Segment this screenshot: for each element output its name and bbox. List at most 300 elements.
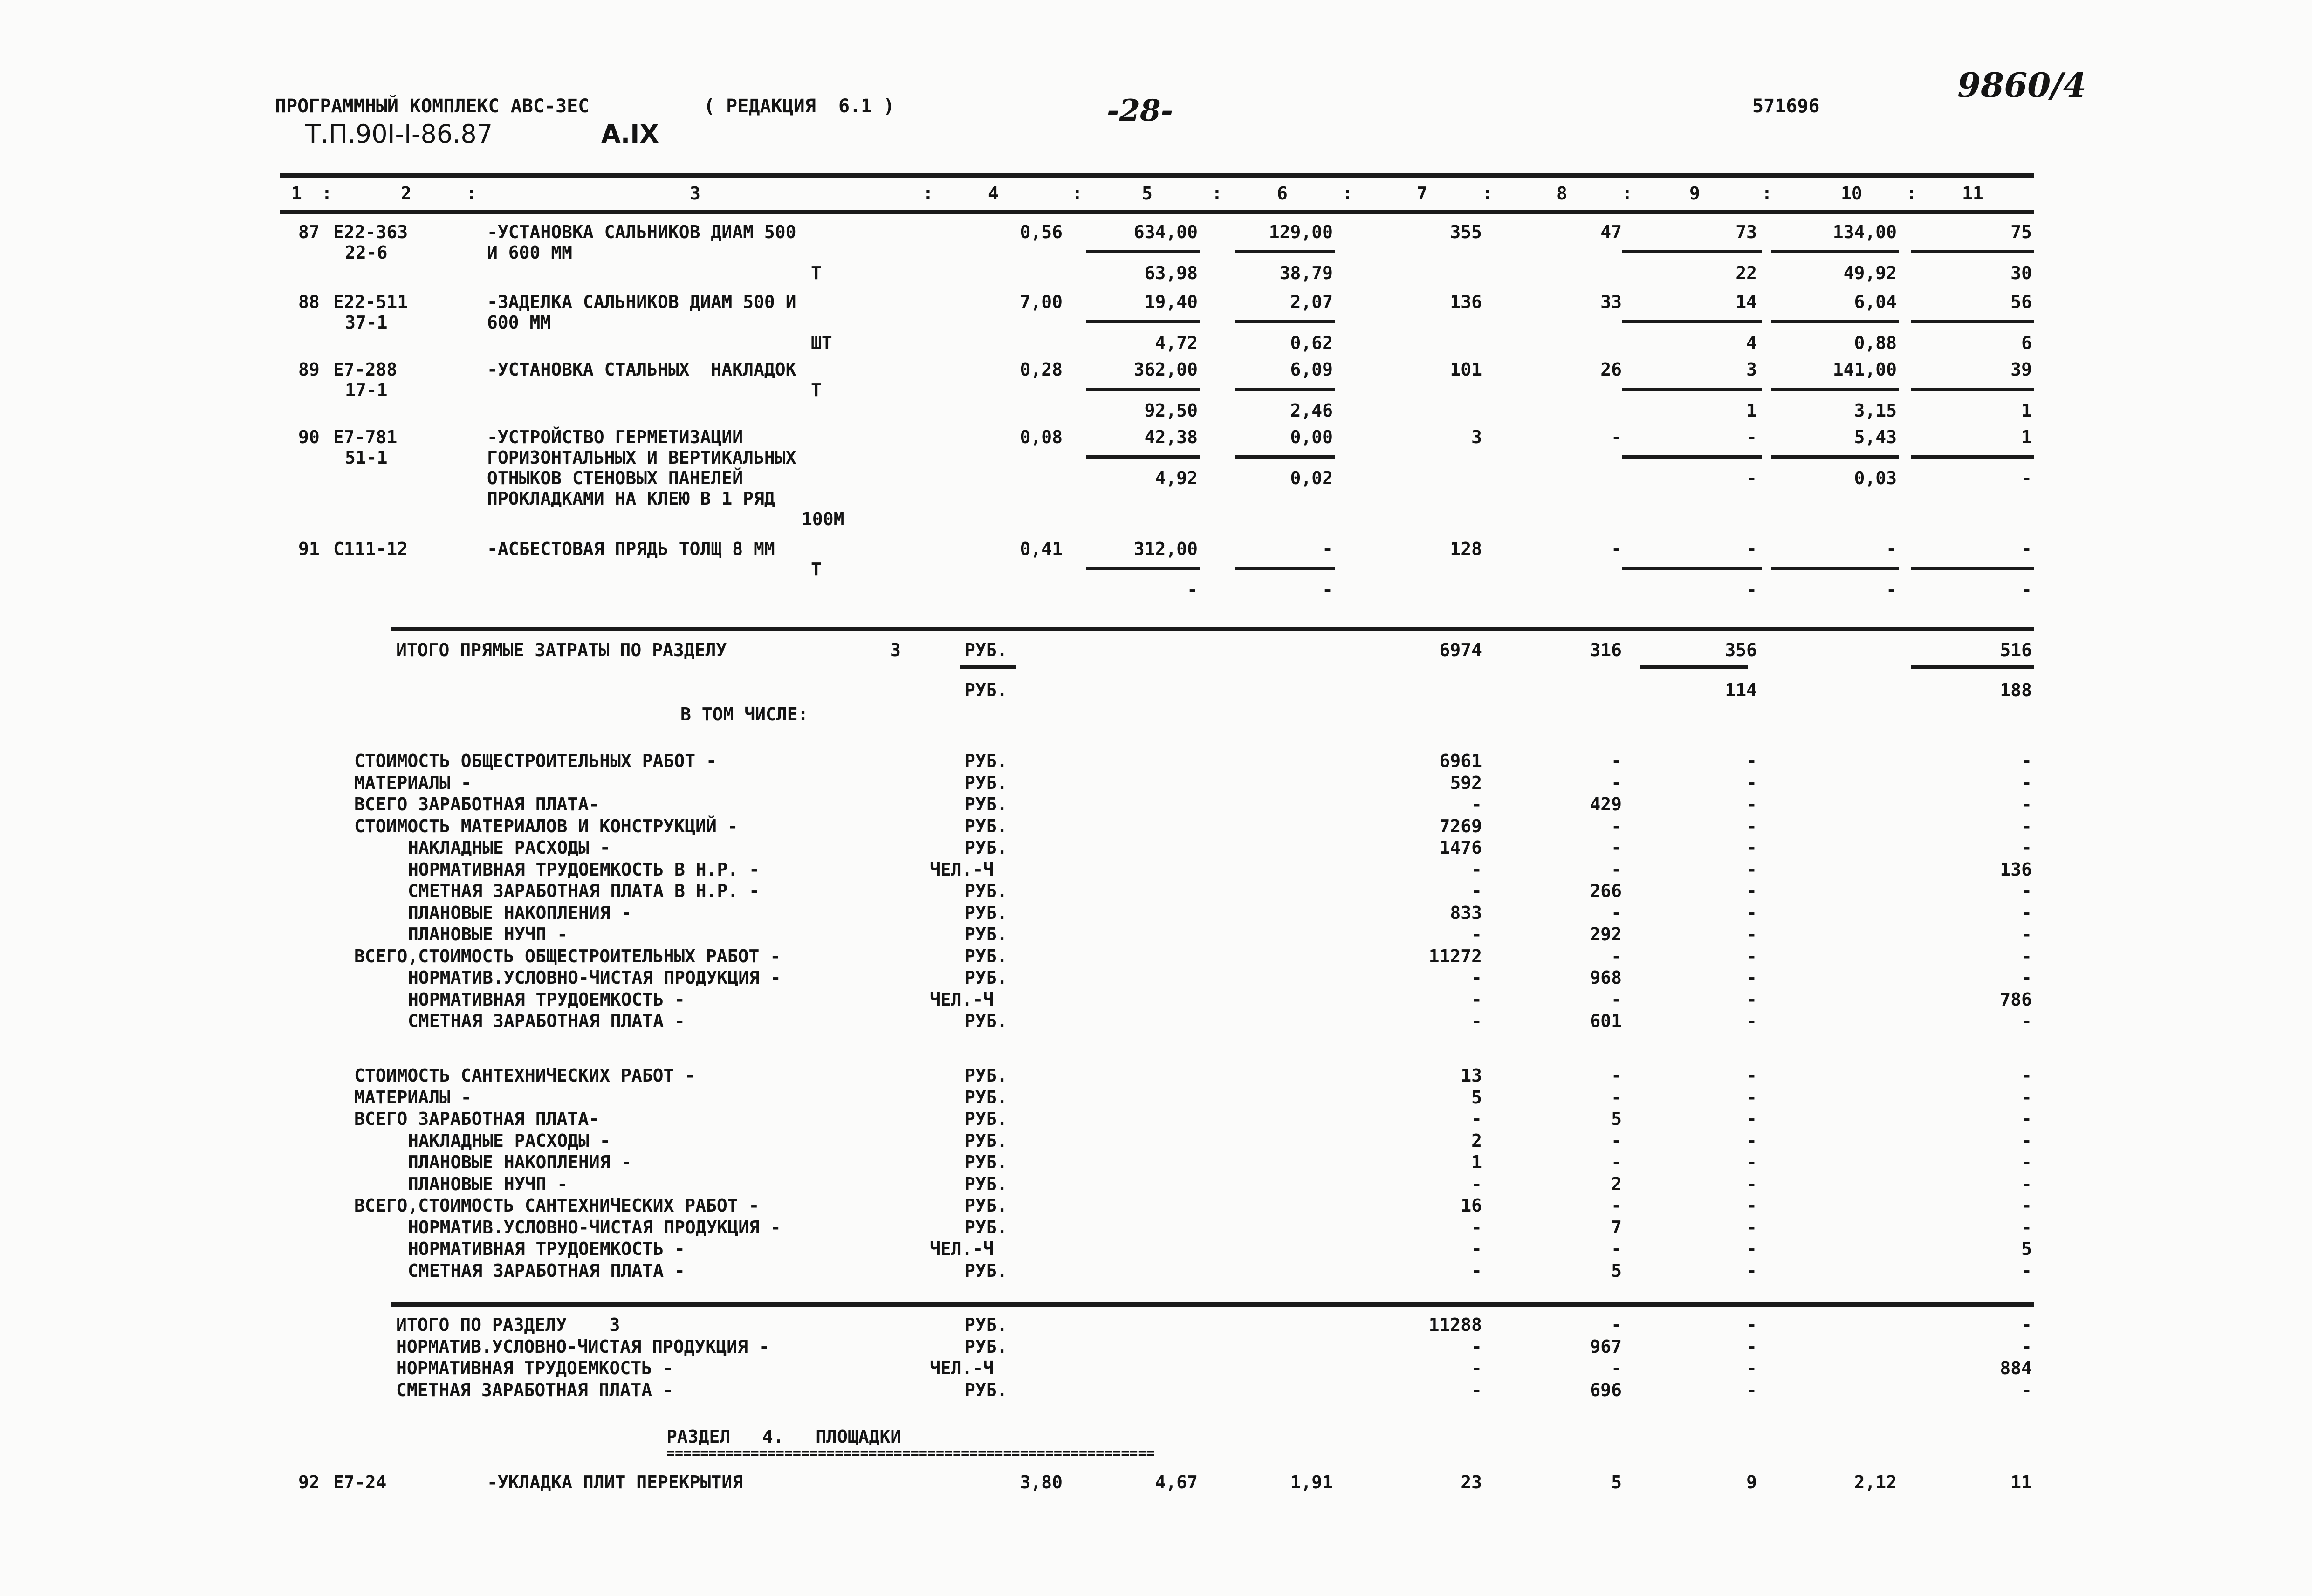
general-row-c11: -: [2021, 881, 2032, 901]
row-91-c8: -: [1611, 539, 1622, 559]
row-88-c7: 136: [1450, 292, 1482, 312]
general-row-c8: -: [1611, 989, 1622, 1010]
sanitary-row-c7: 13: [1461, 1065, 1482, 1086]
sanitary-row-c7: -: [1471, 1239, 1482, 1259]
row-87-c11b: 30: [2010, 263, 2032, 283]
row-90-desc-line: ПРОКЛАДКАМИ НА КЛЕЮ В 1 РЯД: [487, 488, 775, 509]
sanitary-row-c9: -: [1746, 1087, 1757, 1108]
row-87-rule-c10: [1771, 250, 1899, 253]
row-91-c11: -: [2021, 539, 2032, 559]
row-88-c9: 14: [1736, 292, 1757, 312]
section4-title: РАЗДЕЛ 4. ПЛОЩАДКИ: [666, 1426, 901, 1447]
general-row-c11: -: [2021, 773, 2032, 793]
general-row-label: ВСЕГО ЗАРАБОТНАЯ ПЛАТА-: [354, 794, 600, 815]
sanitary-row-label: ВСЕГО ЗАРАБОТНАЯ ПЛАТА-: [354, 1109, 600, 1129]
row-87-c6: 129,00: [1269, 222, 1333, 242]
row-88-unit: ШТ: [811, 333, 832, 353]
general-row-unit: РУБ.: [965, 837, 1008, 858]
sanitary-row-c9: -: [1746, 1065, 1757, 1086]
total-rule: [391, 627, 2034, 631]
sanitary-row-c8: 5: [1611, 1260, 1622, 1281]
row-91-rule-c6: [1235, 567, 1335, 570]
general-row-c8: -: [1611, 859, 1622, 880]
row-91-c10: -: [1886, 539, 1897, 559]
general-row-unit: РУБ.: [965, 794, 1008, 815]
row-87-rule-c5: [1086, 250, 1200, 253]
general-row-c11: -: [2021, 946, 2032, 966]
row-90-num: 90: [298, 427, 320, 447]
general-row-c9: -: [1746, 837, 1757, 858]
row-88-rule-c5: [1086, 320, 1200, 323]
general-row-c8: -: [1611, 751, 1622, 771]
row-90-rule-c6: [1235, 455, 1335, 459]
general-row-c8: 429: [1590, 794, 1622, 815]
section_total-row-c11: -: [2021, 1380, 2032, 1400]
row-88-code2: 37-1: [345, 312, 388, 333]
row-87-desc-line: И 600 ММ: [487, 242, 573, 263]
sanitary-row-c7: 16: [1461, 1195, 1482, 1216]
row-90-rule-c11: [1911, 455, 2034, 459]
row-90-desc-line: ОТНЫКОВ СТЕНОВЫХ ПАНЕЛЕЙ: [487, 468, 743, 488]
row-88-c8: 33: [1600, 292, 1622, 312]
row-90-code2: 51-1: [345, 447, 388, 468]
general-row-c7: 592: [1450, 773, 1482, 793]
sanitary-row-unit: РУБ.: [965, 1195, 1008, 1216]
sanitary-row-c7: 5: [1471, 1087, 1482, 1108]
general-row-unit: РУБ.: [965, 881, 1008, 901]
general-row-c9: -: [1746, 859, 1757, 880]
row-92-code: Е7-24: [333, 1472, 387, 1493]
row-88-c6: 2,07: [1290, 292, 1333, 312]
general-row-unit: РУБ.: [965, 903, 1008, 923]
general-row-c9: -: [1746, 946, 1757, 966]
general-row-c8: -: [1611, 837, 1622, 858]
col-header-5: 5: [1142, 183, 1153, 204]
col-header-8: 8: [1557, 183, 1567, 204]
row-90-unit: 100М: [802, 509, 844, 529]
row-89-c6b: 2,46: [1290, 400, 1333, 421]
sanitary-row-c8: 7: [1611, 1217, 1622, 1238]
row-90-c5: 42,38: [1144, 427, 1198, 447]
general-row-c11: -: [2021, 794, 2032, 815]
section_total-row-label: НОРМАТИВНАЯ ТРУДОЕМКОСТЬ -: [396, 1358, 673, 1378]
general-row-label: СМЕТНАЯ ЗАРАБОТНАЯ ПЛАТА В Н.Р. -: [408, 881, 760, 901]
row-91-rule-c9: [1622, 567, 1762, 570]
sanitary-row-c11: -: [2021, 1195, 2032, 1216]
row-92-desc: -УКЛАДКА ПЛИТ ПЕРЕКРЫТИЯ: [487, 1472, 743, 1493]
general-row-c8: -: [1611, 773, 1622, 793]
general-row-c8: 601: [1590, 1011, 1622, 1031]
row-89-code: Е7-288: [333, 359, 398, 380]
sanitary-row-c9: -: [1746, 1217, 1757, 1238]
row-88-rule-c9: [1622, 320, 1762, 323]
general-row-label: НОРМАТИВ.УСЛОВНО-ЧИСТАЯ ПРОДУКЦИЯ -: [408, 967, 781, 988]
total-direct-unit: РУБ.: [965, 640, 1008, 660]
row-90-c10: 5,43: [1854, 427, 1897, 447]
row-87-c4: 0,56: [1020, 222, 1063, 242]
sanitary-row-c9: -: [1746, 1152, 1757, 1172]
section_total-row-c7: -: [1471, 1380, 1482, 1400]
sanitary-row-c9: -: [1746, 1130, 1757, 1151]
row-87-c5b: 63,98: [1144, 263, 1198, 283]
general-row-c11: -: [2021, 837, 2032, 858]
row-89-c10b: 3,15: [1854, 400, 1897, 421]
general-row-c7: -: [1471, 967, 1482, 988]
row-92-c4: 3,80: [1020, 1472, 1063, 1493]
row-88-c5b: 4,72: [1155, 333, 1198, 353]
row-91-code: С111-12: [333, 539, 408, 559]
handwritten-code: 9860/4: [1957, 65, 2086, 105]
general-row-c11: -: [2021, 816, 2032, 836]
sanitary-row-c7: 1: [1471, 1152, 1482, 1172]
section_total-row-label: СМЕТНАЯ ЗАРАБОТНАЯ ПЛАТА -: [396, 1380, 673, 1400]
row-89-c5: 362,00: [1133, 359, 1198, 380]
row-89-c9b: 1: [1746, 400, 1757, 421]
section_total-row-label: ИТОГО ПО РАЗДЕЛУ 3: [396, 1315, 620, 1335]
section_total-row-c9: -: [1746, 1315, 1757, 1335]
section_total-row-unit: ЧЕЛ.-Ч: [930, 1358, 994, 1378]
general-row-c9: -: [1746, 989, 1757, 1010]
general-row-c7: 833: [1450, 903, 1482, 923]
general-row-c11: 136: [2000, 859, 2032, 880]
section_total-row-c8: 696: [1590, 1380, 1622, 1400]
row-90-c11b: -: [2021, 468, 2032, 488]
row-90-c9b: -: [1746, 468, 1757, 488]
row-89-c6: 6,09: [1290, 359, 1333, 380]
row-91-c5b: -: [1187, 580, 1198, 600]
general-row-c11: -: [2021, 1011, 2032, 1031]
row-92-c11: 11: [2010, 1472, 2032, 1493]
row-91-rule-c11: [1911, 567, 2034, 570]
row-87-desc-line: -УСТАНОВКА САЛЬНИКОВ ДИАМ 500: [487, 222, 796, 242]
row-91-num: 91: [298, 539, 320, 559]
row-90-desc-line: -УСТРОЙСТВО ГЕРМЕТИЗАЦИИ: [487, 427, 743, 447]
sanitary-row-unit: РУБ.: [965, 1130, 1008, 1151]
sanitary-row-unit: РУБ.: [965, 1065, 1008, 1086]
sanitary-row-c9: -: [1746, 1174, 1757, 1194]
row-91-c9b: -: [1746, 580, 1757, 600]
row-90-c6: 0,00: [1290, 427, 1333, 447]
sanitary-row-c8: -: [1611, 1087, 1622, 1108]
sanitary-row-label: ПЛАНОВЫЕ НАКОПЛЕНИЯ -: [408, 1152, 632, 1172]
project-code: Т.П.90I-I-86.87: [305, 119, 493, 149]
row-91-rule-c5: [1086, 567, 1200, 570]
row-92-num: 92: [298, 1472, 320, 1493]
general-row-unit: ЧЕЛ.-Ч: [930, 859, 994, 880]
col-header-10: 10: [1841, 183, 1862, 204]
row-90-desc-line: ГОРИЗОНТАЛЬНЫХ И ВЕРТИКАЛЬНЫХ: [487, 447, 796, 468]
row-87-c6b: 38,79: [1279, 263, 1333, 283]
row-87-rule-c6: [1235, 250, 1335, 253]
row-87-c10: 134,00: [1832, 222, 1897, 242]
row-90-code: Е7-781: [333, 427, 398, 447]
sanitary-row-label: ВСЕГО,СТОИМОСТЬ САНТЕХНИЧЕСКИХ РАБОТ -: [354, 1195, 760, 1216]
general-row-c7: 6961: [1439, 751, 1482, 771]
row-88-rule-c6: [1235, 320, 1335, 323]
col-header-9: 9: [1689, 183, 1700, 204]
section-total-rule: [391, 1302, 2034, 1307]
row-87-code2: 22-6: [345, 242, 388, 263]
general-row-label: НОРМАТИВНАЯ ТРУДОЕМКОСТЬ В Н.Р. -: [408, 859, 760, 880]
row-87-c9b: 22: [1736, 263, 1757, 283]
general-row-c7: -: [1471, 924, 1482, 945]
page-number: -28-: [1107, 93, 1173, 128]
row-91-c4: 0,41: [1020, 539, 1063, 559]
row-90-c10b: 0,03: [1854, 468, 1897, 488]
col-header-1: 1: [291, 183, 302, 204]
sanitary-row-c7: -: [1471, 1174, 1482, 1194]
row-90-c4: 0,08: [1020, 427, 1063, 447]
sanitary-row-unit: РУБ.: [965, 1152, 1008, 1172]
row-88-c11: 56: [2010, 292, 2032, 312]
total-direct-c7: 6974: [1439, 640, 1482, 660]
row-87-c11: 75: [2010, 222, 2032, 242]
album-label: А.IX: [601, 119, 659, 149]
section_total-row-unit: РУБ.: [965, 1380, 1008, 1400]
row-88-c9b: 4: [1746, 333, 1757, 353]
row-88-c6b: 0,62: [1290, 333, 1333, 353]
section_total-row-c8: -: [1611, 1315, 1622, 1335]
section_total-row-c8: -: [1611, 1358, 1622, 1378]
row-91-c10b: -: [1886, 580, 1897, 600]
sanitary-row-label: МАТЕРИАЛЫ -: [354, 1087, 472, 1108]
row-89-c11: 39: [2010, 359, 2032, 380]
row-89-rule-c10: [1771, 388, 1899, 391]
sanitary-row-c11: -: [2021, 1065, 2032, 1086]
sanitary-row-c9: -: [1746, 1260, 1757, 1281]
general-row-label: ВСЕГО,СТОИМОСТЬ ОБЩЕСТРОИТЕЛЬНЫХ РАБОТ -: [354, 946, 781, 966]
row-91-desc-line: -АСБЕСТОВАЯ ПРЯДЬ ТОЛЩ 8 ММ: [487, 539, 775, 559]
row-89-num: 89: [298, 359, 320, 380]
section_total-row-c9: -: [1746, 1358, 1757, 1378]
row-87-rule-c11: [1911, 250, 2034, 253]
total-direct-unit2: РУБ.: [965, 680, 1008, 700]
row-90-c9: -: [1746, 427, 1757, 447]
general-row-c7: 1476: [1439, 837, 1482, 858]
including-heading: В ТОМ ЧИСЛЕ:: [680, 704, 809, 725]
row-91-c6b: -: [1322, 580, 1333, 600]
row-89-rule-c11: [1911, 388, 2034, 391]
program-name: ПРОГРАММНЫЙ КОМПЛЕКС АВС-3ЕС: [275, 96, 590, 117]
section_total-row-unit: РУБ.: [965, 1315, 1008, 1335]
general-row-c8: -: [1611, 946, 1622, 966]
sanitary-row-unit: РУБ.: [965, 1109, 1008, 1129]
row-87-c8: 47: [1600, 222, 1622, 242]
total-direct-c11b: 188: [2000, 680, 2032, 700]
sanitary-row-c11: -: [2021, 1109, 2032, 1129]
row-92-c9: 9: [1746, 1472, 1757, 1493]
col-header-4: 4: [988, 183, 999, 204]
general-row-c7: -: [1471, 1011, 1482, 1031]
section_total-row-unit: РУБ.: [965, 1336, 1008, 1357]
row-90-rule-c9: [1622, 455, 1762, 459]
row-88-num: 88: [298, 292, 320, 312]
row-89-rule-c9: [1622, 388, 1762, 391]
row-89-rule-c5: [1086, 388, 1200, 391]
sanitary-row-c11: -: [2021, 1087, 2032, 1108]
row-88-code: Е22-511: [333, 292, 408, 312]
general-row-c9: -: [1746, 751, 1757, 771]
row-87-code: Е22-363: [333, 222, 408, 242]
general-row-c9: -: [1746, 773, 1757, 793]
header-rule-top: [280, 173, 2034, 178]
general-row-c9: -: [1746, 794, 1757, 815]
sanitary-row-c11: -: [2021, 1152, 2032, 1172]
sanitary-row-c9: -: [1746, 1195, 1757, 1216]
total-direct-c9: 356: [1725, 640, 1757, 660]
general-row-c9: -: [1746, 1011, 1757, 1031]
general-row-c7: 11272: [1428, 946, 1482, 966]
col-header-2: 2: [401, 183, 412, 204]
section_total-row-label: НОРМАТИВ.УСЛОВНО-ЧИСТАЯ ПРОДУКЦИЯ -: [396, 1336, 769, 1357]
section_total-row-c9: -: [1746, 1336, 1757, 1357]
row-89-c4: 0,28: [1020, 359, 1063, 380]
row-89-c11b: 1: [2021, 400, 2032, 421]
general-row-unit: ЧЕЛ.-Ч: [930, 989, 994, 1010]
sanitary-row-c11: -: [2021, 1174, 2032, 1194]
sanitary-row-unit: РУБ.: [965, 1087, 1008, 1108]
section_total-row-c9: -: [1746, 1380, 1757, 1400]
section_total-row-c11: 884: [2000, 1358, 2032, 1378]
general-row-unit: РУБ.: [965, 946, 1008, 966]
total-direct-c9b: 114: [1725, 680, 1757, 700]
row-90-c6b: 0,02: [1290, 468, 1333, 488]
sanitary-row-c8: -: [1611, 1130, 1622, 1151]
sanitary-row-c7: -: [1471, 1109, 1482, 1129]
sanitary-row-c11: -: [2021, 1130, 2032, 1151]
section_total-row-c7: 11288: [1428, 1315, 1482, 1335]
sanitary-row-label: НОРМАТИВ.УСЛОВНО-ЧИСТАЯ ПРОДУКЦИЯ -: [408, 1217, 781, 1238]
general-row-label: ПЛАНОВЫЕ НАКОПЛЕНИЯ -: [408, 903, 632, 923]
general-row-c8: 292: [1590, 924, 1622, 945]
row-87-c9: 73: [1736, 222, 1757, 242]
row-92-c8: 5: [1611, 1472, 1622, 1493]
section_total-row-c11: -: [2021, 1336, 2032, 1357]
row-89-desc-line: -УСТАНОВКА СТАЛЬНЫХ НАКЛАДОК: [487, 359, 796, 380]
general-row-label: СМЕТНАЯ ЗАРАБОТНАЯ ПЛАТА -: [408, 1011, 685, 1031]
general-row-c7: -: [1471, 859, 1482, 880]
row-87-c5: 634,00: [1133, 222, 1198, 242]
general-row-c7: -: [1471, 794, 1482, 815]
row-88-c4: 7,00: [1020, 292, 1063, 312]
col-header-3: 3: [690, 183, 700, 204]
section_total-row-c7: -: [1471, 1358, 1482, 1378]
general-row-c9: -: [1746, 967, 1757, 988]
general-row-c7: -: [1471, 989, 1482, 1010]
row-88-rule-c11: [1911, 320, 2034, 323]
sanitary-row-c8: 5: [1611, 1109, 1622, 1129]
row-87-unit: Т: [811, 263, 822, 283]
col-header-11: 11: [1962, 183, 1983, 204]
row-90-c11: 1: [2021, 427, 2032, 447]
col-header-6: 6: [1277, 183, 1288, 204]
total-direct-c11: 516: [2000, 640, 2032, 660]
sanitary-row-label: НОРМАТИВНАЯ ТРУДОЕМКОСТЬ -: [408, 1239, 685, 1259]
row-89-unit: Т: [811, 380, 822, 400]
row-90-c8: -: [1611, 427, 1622, 447]
row-89-c9: 3: [1746, 359, 1757, 380]
general-row-unit: РУБ.: [965, 967, 1008, 988]
row-91-unit: Т: [811, 559, 822, 580]
row-89-c10: 141,00: [1832, 359, 1897, 380]
general-row-c9: -: [1746, 924, 1757, 945]
sanitary-row-c8: 2: [1611, 1174, 1622, 1194]
sanitary-row-label: СТОИМОСТЬ САНТЕХНИЧЕСКИХ РАБОТ -: [354, 1065, 696, 1086]
row-87-c7: 355: [1450, 222, 1482, 242]
row-88-c10b: 0,88: [1854, 333, 1897, 353]
general-row-label: СТОИМОСТЬ МАТЕРИАЛОВ И КОНСТРУКЦИЙ -: [354, 816, 738, 836]
general-row-c8: -: [1611, 816, 1622, 836]
general-row-c11: -: [2021, 967, 2032, 988]
general-row-c9: -: [1746, 903, 1757, 923]
section_total-row-c8: 967: [1590, 1336, 1622, 1357]
sanitary-row-label: ПЛАНОВЫЕ НУЧП -: [408, 1174, 568, 1194]
row-90-c7: 3: [1471, 427, 1482, 447]
general-row-c8: 968: [1590, 967, 1622, 988]
edition: ( РЕДАКЦИЯ 6.1 ): [704, 96, 895, 117]
sanitary-row-c9: -: [1746, 1239, 1757, 1259]
sanitary-row-label: НАКЛАДНЫЕ РАСХОДЫ -: [408, 1130, 611, 1151]
document-code: 571696: [1752, 96, 1820, 117]
total-direct-section: 3: [890, 640, 901, 660]
row-89-code2: 17-1: [345, 380, 388, 400]
general-row-unit: РУБ.: [965, 751, 1008, 771]
row-87-num: 87: [298, 222, 320, 242]
row-88-rule-c10: [1771, 320, 1899, 323]
row-89-c8: 26: [1600, 359, 1622, 380]
row-90-rule-c5: [1086, 455, 1200, 459]
row-88-c5: 19,40: [1144, 292, 1198, 312]
row-87-c10b: 49,92: [1843, 263, 1897, 283]
general-row-c8: 266: [1590, 881, 1622, 901]
row-91-c5: 312,00: [1133, 539, 1198, 559]
col-header-7: 7: [1417, 183, 1427, 204]
general-row-c9: -: [1746, 816, 1757, 836]
sanitary-row-unit: РУБ.: [965, 1260, 1008, 1281]
row-89-c5b: 92,50: [1144, 400, 1198, 421]
sanitary-row-c8: -: [1611, 1152, 1622, 1172]
section4-underline: ==========================================================: [666, 1445, 1155, 1462]
sanitary-row-c7: -: [1471, 1260, 1482, 1281]
row-88-desc-line: -ЗАДЕЛКА САЛЬНИКОВ ДИАМ 500 И: [487, 292, 796, 312]
sanitary-row-label: СМЕТНАЯ ЗАРАБОТНАЯ ПЛАТА -: [408, 1260, 685, 1281]
row-90-c5b: 4,92: [1155, 468, 1198, 488]
general-row-label: СТОИМОСТЬ ОБЩЕСТРОИТЕЛЬНЫХ РАБОТ -: [354, 751, 717, 771]
sanitary-row-c7: -: [1471, 1217, 1482, 1238]
row-92-c7: 23: [1461, 1472, 1482, 1493]
sanitary-row-c8: -: [1611, 1065, 1622, 1086]
row-88-c10: 6,04: [1854, 292, 1897, 312]
row-91-rule-c10: [1771, 567, 1899, 570]
general-row-label: МАТЕРИАЛЫ -: [354, 773, 472, 793]
general-row-c7: -: [1471, 881, 1482, 901]
general-row-label: НАКЛАДНЫЕ РАСХОДЫ -: [408, 837, 611, 858]
row-89-c7: 101: [1450, 359, 1482, 380]
sanitary-row-unit: РУБ.: [965, 1217, 1008, 1238]
general-row-c7: 7269: [1439, 816, 1482, 836]
general-row-c11: -: [2021, 903, 2032, 923]
sanitary-row-unit: ЧЕЛ.-Ч: [930, 1239, 994, 1259]
sanitary-row-c7: 2: [1471, 1130, 1482, 1151]
general-row-unit: РУБ.: [965, 1011, 1008, 1031]
row-92-c10: 2,12: [1854, 1472, 1897, 1493]
row-88-desc-line: 600 ММ: [487, 312, 551, 333]
sanitary-row-c11: -: [2021, 1260, 2032, 1281]
sanitary-row-unit: РУБ.: [965, 1174, 1008, 1194]
row-90-rule-c10: [1771, 455, 1899, 459]
row-91-c6: -: [1322, 539, 1333, 559]
header-rule-bottom: [280, 210, 2034, 214]
